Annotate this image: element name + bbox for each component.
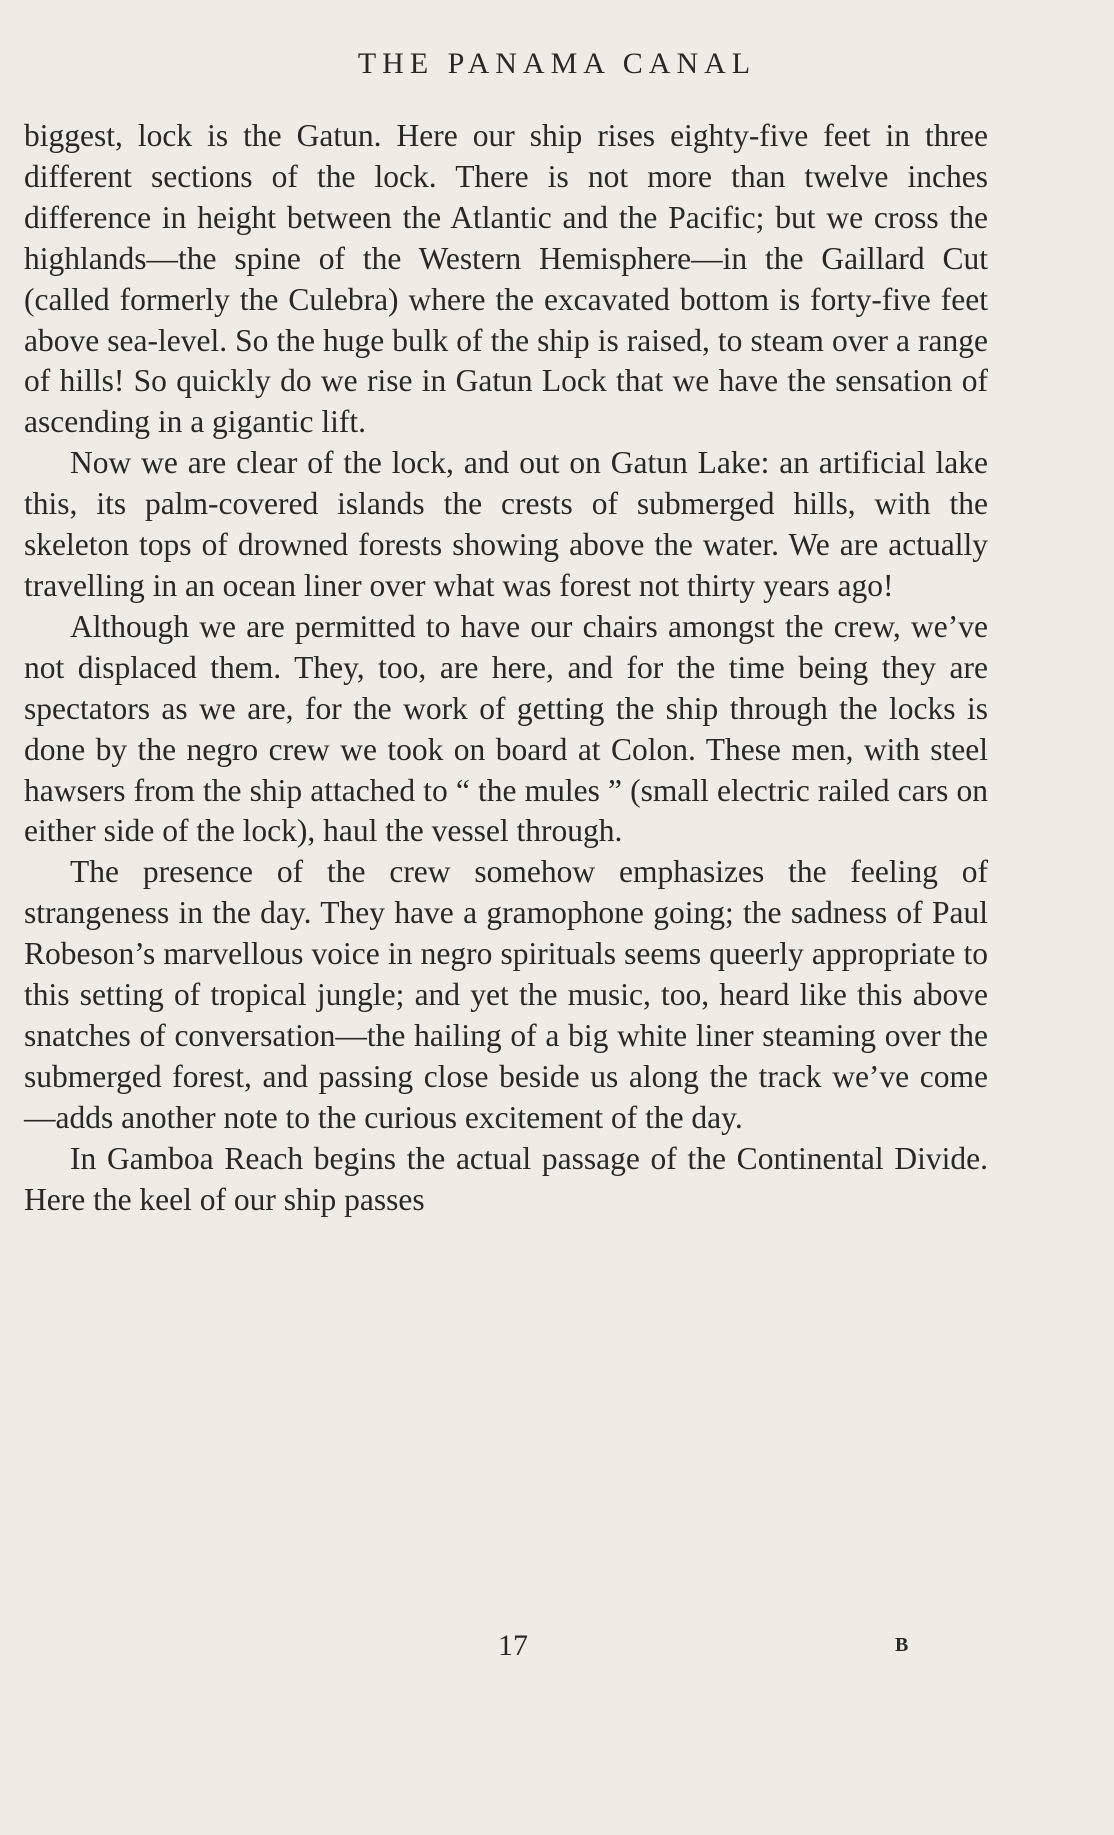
paragraph-3: Although we are permitted to have our chairs amongst the crew, we’ve not displaced them. They, too, are here, and for the time being they are spectators as we are, for the work of getting the ship through the locks is done by the negro crew we took on board at Colon. These men, with steel hawsers from the ship attached to “ the mules ” (small electric railed cars on either side of the lock), haul the vessel through. <box>24 608 988 849</box>
running-head: THE PANAMA CANAL <box>357 47 757 80</box>
body-text <box>24 116 988 1220</box>
paragraph-1: biggest, lock is the Gatun. Here our ship rises eighty-five feet in three different sections of the lock. There is not more than twelve inches difference in height between the Atlantic and the Pacific; but we cross the highlands—the spine of the Western Hemisphere—in the Gaillard Cut (called formerly the Culebra) where the excavated bottom is forty-five feet above sea-level. So the huge bulk of the ship is raised, to steam over a range of hills! So quickly do we rise in Gatun Lock that we have the sensation of ascending in a gigantic lift. <box>24 118 988 440</box>
paragraph-4: The presence of the crew somehow emphasizes the feeling of strangeness in the day. They have a gramophone going; the sadness of Paul Robeson’s marvellous voice in negro spirituals seems queerly appropriate to this setting of tropical jungle; and yet the music, too, heard like this above snatches of conversation—the hailing of a big white liner steaming over the submerged forest, and passing close beside us along the track we’ve come—adds another note to the curious excitement of the day. <box>24 854 988 1135</box>
signature-mark: B <box>895 1634 910 1656</box>
page-number: 17 <box>498 1629 528 1662</box>
paragraph-5: In Gamboa Reach begins the actual passage of the Continental Divide. Here the keel of our ship passes <box>24 1140 988 1217</box>
paragraph-2: Now we are clear of the lock, and out on Gatun Lake: an artificial lake this, its palm-covered islands the crests of submerged hills, with the skeleton tops of drowned forests showing above the water. We are actually travelling in an ocean liner over what was forest not thirty years ago! <box>24 445 988 603</box>
